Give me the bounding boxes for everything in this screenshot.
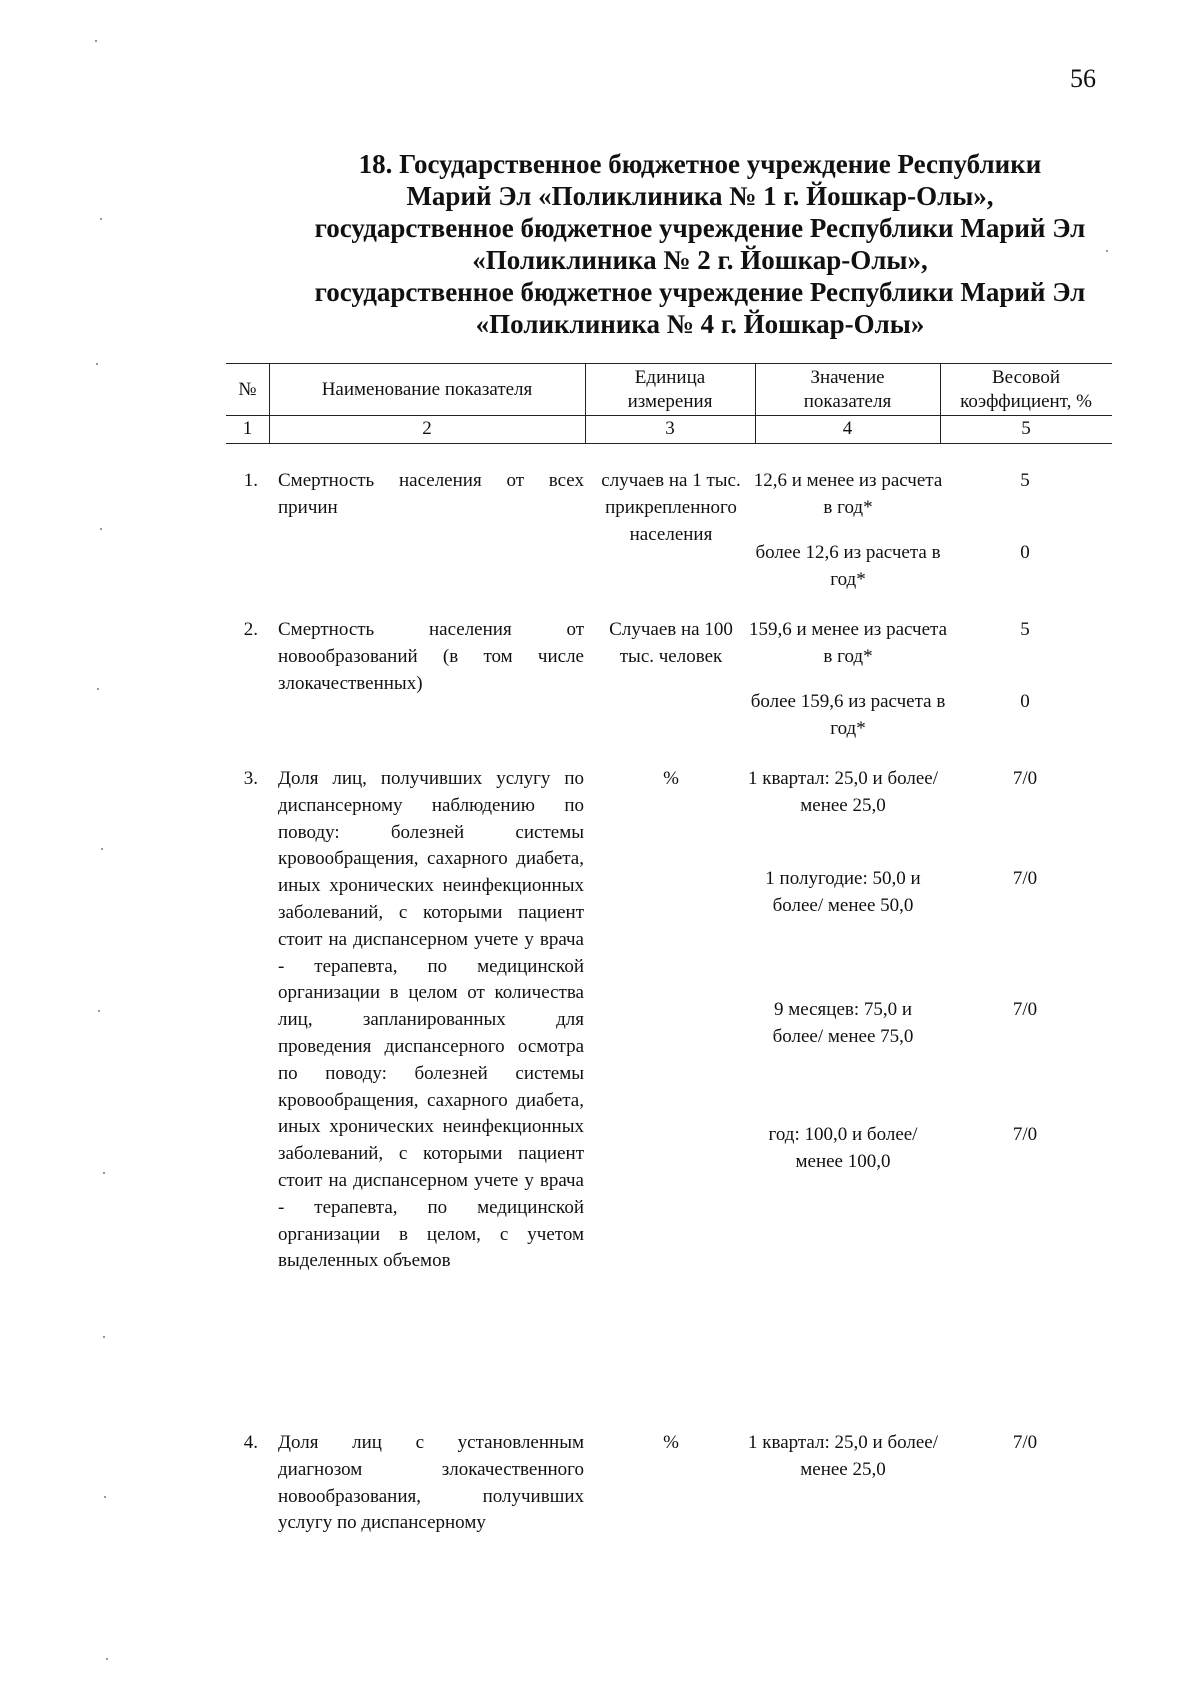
row-number: 2. (243, 619, 258, 640)
title-line: «Поликлиника № 2 г. Йошкар-Олы», (472, 245, 928, 275)
indicator-name: Доля лиц с установленным диагнозом злокачественного новообразования, получивших услугу по диспансерному (278, 1432, 584, 1534)
indicator-weight: 7/0 (1012, 868, 1038, 889)
header-unit-line: измерения (627, 391, 713, 412)
scan-speck (95, 40, 97, 42)
title-line: 18. Государственное бюджетное учреждение Республики (358, 149, 1042, 179)
title-line: государственное бюджетное учреждение Республики Марий Эл (314, 213, 1086, 243)
scan-speck (106, 1658, 108, 1660)
column-number: 3 (665, 418, 675, 439)
indicator-value: 159,6 и менее из расчета в год* (748, 619, 948, 667)
indicator-weight: 7/0 (1012, 1124, 1038, 1145)
indicator-weight: 5 (1020, 470, 1030, 491)
scan-speck (101, 848, 103, 850)
scan-speck (103, 1172, 105, 1174)
indicator-weight: 0 (1020, 542, 1030, 563)
title-line: Марий Эл «Поликлиника № 1 г. Йошкар-Олы», (406, 181, 994, 211)
row-number: 1. (243, 470, 258, 491)
header-weight-line: Весовой (991, 367, 1061, 388)
scan-speck (96, 363, 98, 365)
column-number: 1 (242, 418, 253, 439)
header-value (755, 366, 940, 414)
indicator-weight: 7/0 (1012, 999, 1038, 1020)
indicator-weight: 7/0 (1012, 1432, 1038, 1453)
header-unit (585, 366, 755, 414)
header-weight-line: коэффициент, % (960, 391, 1092, 412)
indicator-value: 1 квартал: 25,0 и более/ менее 25,0 (748, 768, 938, 816)
indicator-weight: 5 (1020, 619, 1030, 640)
indicator-unit: случаев на 1 тыс. прикрепленного населения (601, 470, 741, 545)
row-number: 3. (243, 768, 258, 789)
indicator-name: Доля лиц, получивших услугу по диспансерному наблюдению по поводу: болезней системы кровообращения, сахарного диабета, иных хронических неинфекционных заболеваний, с которыми пациент стоит на диспансерном учете у врача - терапевта, по медицинской организации в целом от количества лиц, запланированных для проведения диспансерного осмотра по поводу: болезней системы кровообращения, сахарного диабета, иных хронических неинфекционных заболеваний, с которыми пациент стоит на диспансерном учете у врача - терапевта, по медицинской организации в целом, с учетом выделенных объемов (278, 768, 584, 1272)
indicator-name: Смертность населения от новообразований (в том числе злокачественных) (278, 619, 584, 694)
indicator-value: более 12,6 из расчета в год* (755, 542, 941, 590)
row-number: 4. (243, 1432, 258, 1453)
indicator-value: 9 месяцев: 75,0 и более/ менее 75,0 (772, 999, 914, 1047)
indicator-weight: 7/0 (1012, 768, 1038, 789)
scan-speck (103, 1336, 105, 1338)
indicator-value: более 159,6 из расчета в год* (750, 691, 946, 739)
indicator-weight: 0 (1020, 691, 1030, 712)
indicator-value: год: 100,0 и более/ менее 100,0 (768, 1124, 918, 1172)
scan-speck (98, 1010, 100, 1012)
scan-speck (1106, 250, 1108, 252)
header-weight (940, 366, 1112, 414)
indicator-unit: % (663, 1432, 679, 1453)
header-bottom-rule (226, 415, 1112, 416)
header-num: № (238, 379, 257, 400)
indicator-name: Смертность населения от всех причин (278, 470, 584, 518)
column-number: 4 (842, 418, 853, 439)
header-value-line: Значение (810, 367, 885, 388)
title-line: «Поликлиника № 4 г. Йошкар-Олы» (475, 309, 925, 339)
indicator-value: 1 квартал: 25,0 и более/ менее 25,0 (748, 1432, 938, 1480)
page-number: 56 (1070, 64, 1096, 93)
indicator-unit: Случаев на 100 тыс. человек (609, 619, 733, 667)
scan-speck (100, 528, 102, 530)
column-number: 2 (422, 418, 432, 439)
indicator-value: 1 полугодие: 50,0 и более/ менее 50,0 (765, 868, 921, 916)
document-title (270, 148, 1130, 340)
table-top-rule (226, 363, 1112, 364)
scan-speck (97, 688, 99, 690)
title-line: государственное бюджетное учреждение Республики Марий Эл (314, 277, 1086, 307)
scan-speck (100, 218, 102, 220)
header-value-line: показателя (803, 391, 892, 412)
header-unit-line: Единица (634, 367, 706, 388)
header-name: Наименование показателя (321, 379, 533, 400)
colnum-bottom-rule (226, 443, 1112, 444)
indicator-value: 12,6 и менее из расчета в год* (753, 470, 943, 518)
indicator-unit: % (663, 768, 679, 789)
scan-speck (104, 1496, 106, 1498)
column-number: 5 (1021, 418, 1031, 439)
